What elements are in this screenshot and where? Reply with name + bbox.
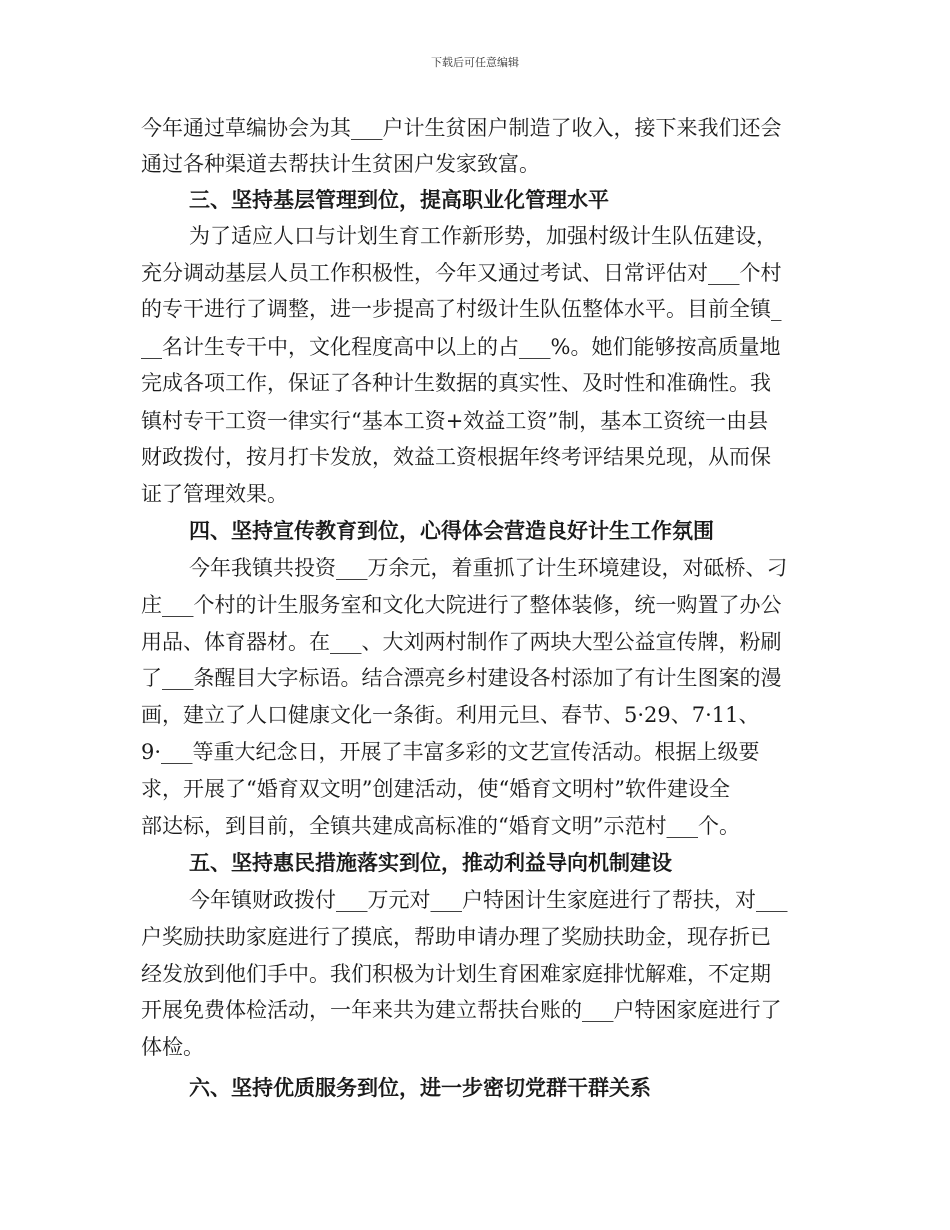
text-line: 用品、体育器材。在___、大刘两村制作了两块大型公益宣传牌，粉刷 xyxy=(141,630,782,654)
section-heading-6: 六、坚持优质服务到位，进一步密切党群干群关系 xyxy=(189,1076,651,1100)
text-line: 通过各种渠道去帮扶计生贫困户发家致富。 xyxy=(141,152,540,176)
text-line: 求，开展了“婚育双文明”创建活动，使“婚育文明村”软件建设全 xyxy=(141,777,730,801)
text-line: 画，建立了人口健康文化一条街。利用元旦、春节、5·29、7·11、 xyxy=(141,703,760,727)
text-line: 庄___个村的计生服务室和文化大院进行了整体装修，统一购置了办公 xyxy=(141,593,782,617)
text-line: 开展免费体检活动，一年来共为建立帮扶台账的___户特困家庭进行了 xyxy=(141,998,782,1022)
text-line: 今年通过草编协会为其___户计生贫困户制造了收入，接下来我们还会 xyxy=(141,116,782,140)
text-line: 充分调动基层人员工作积极性，今年又通过考试、日常评估对___个村 xyxy=(141,261,782,285)
text-line: 今年我镇共投资___万余元，着重抓了计生环境建设，对砥桥、刁 xyxy=(189,556,788,580)
text-line: 了___条醒目大字标语。结合漂亮乡村建设各村添加了有计生图案的漫 xyxy=(141,666,782,690)
section-heading-5: 五、坚持惠民措施落实到位，推动利益导向机制建设 xyxy=(189,851,672,875)
text-line: 的专干进行了调整，进一步提高了村级计生队伍整体水平。目前全镇_ xyxy=(141,297,782,321)
text-line: __名计生专干中，文化程度高中以上的占___%。她们能够按高质量地 xyxy=(141,335,781,359)
text-line: 镇村专干工资一律实行“基本工资+效益工资”制，基本工资统一由县 xyxy=(141,409,769,433)
text-line: 体检。 xyxy=(141,1035,204,1059)
text-line: 完成各项工作，保证了各种计生数据的真实性、及时性和准确性。我 xyxy=(141,371,771,395)
text-line: 部达标，到目前，全镇共建成高标准的“婚育文明”示范村___个。 xyxy=(141,814,740,838)
text-line: 为了适应人口与计划生育工作新形势，加强村级计生队伍建设， xyxy=(189,224,777,248)
text-line: 户奖励扶助家庭进行了摸底，帮助申请办理了奖励扶助金，现存折已 xyxy=(141,925,771,949)
section-heading-3: 三、坚持基层管理到位，提高职业化管理水平 xyxy=(189,188,609,212)
page-header: 下载后可任意编辑 xyxy=(431,56,519,69)
text-line: 经发放到他们手中。我们积极为计划生育困难家庭排忧解难，不定期 xyxy=(141,962,771,986)
text-line: 今年镇财政拨付___万元对___户特困计生家庭进行了帮扶，对___ xyxy=(189,888,788,912)
text-line: 9·___等重大纪念日，开展了丰富多彩的文艺宣传活动。根据上级要 xyxy=(141,740,760,764)
text-line: 证了管理效果。 xyxy=(141,482,288,506)
section-heading-4: 四、坚持宣传教育到位，心得体会营造良好计生工作氛围 xyxy=(189,519,714,543)
text-line: 财政拨付，按月打卡发放，效益工资根据年终考评结果兑现，从而保 xyxy=(141,445,771,469)
